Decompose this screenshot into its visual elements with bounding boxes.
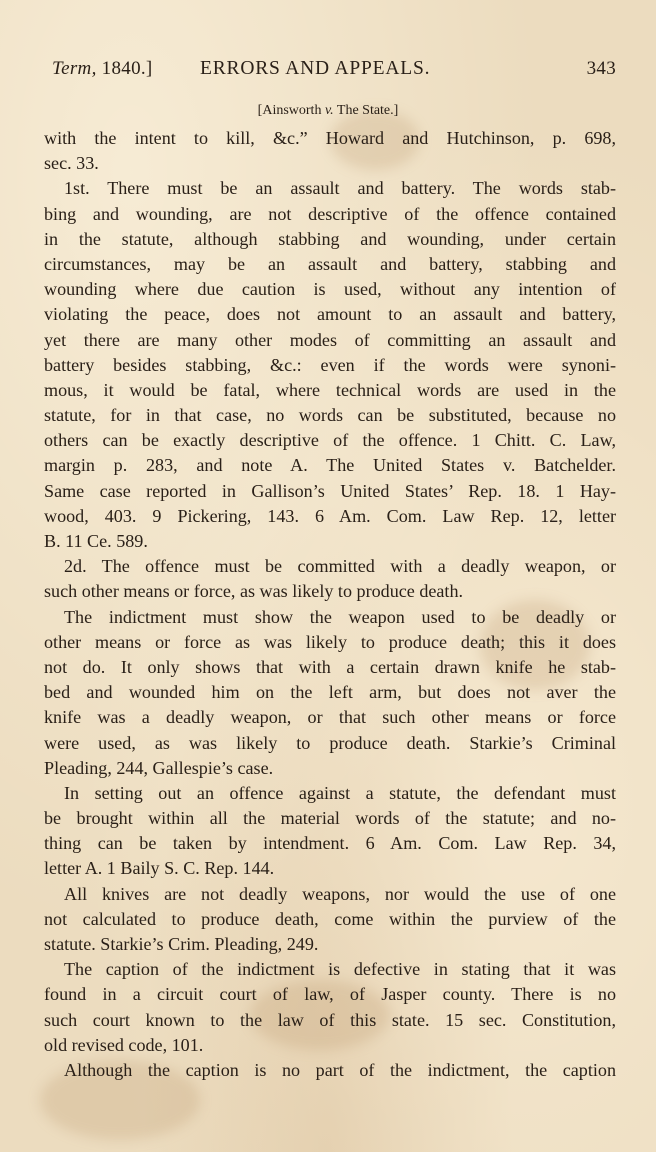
text-line: battery besides stabbing, &c.: even if the words were synoni- (44, 354, 616, 375)
text-line: not do. It only shows that with a certain drawn knife he stab- (44, 656, 616, 677)
text-line: with the intent to kill, &c.” Howard and Hutchinson, p. 698, (44, 128, 616, 148)
text-line: found in a circuit court of law, of Jasper county. There is no (44, 984, 616, 1005)
body-text (44, 126, 616, 1083)
text-line: wood, 403. 9 Pickering, 143. 6 Am. Com. Law Rep. 12, letter (44, 505, 616, 526)
text-line: sec. 33. (44, 153, 99, 174)
text-line: old revised code, 101. (44, 1034, 204, 1055)
term-year: 1840.] (96, 58, 153, 79)
text-line: thing can be taken by intendment. 6 Am. Com. Law Rep. 34, (44, 833, 616, 854)
text-line: bing and wounding, are not descriptive of the offence contained (44, 203, 616, 224)
running-title: ERRORS AND APPEALS. (200, 58, 431, 79)
text-line: such court known to the law of this state. 15 sec. Constitution, (44, 1009, 616, 1030)
text-line: in the statute, although stabbing and wounding, under certain (44, 228, 616, 249)
text-line: Pleading, 244, Gallespie’s case. (44, 757, 274, 778)
caption-versus: v. (324, 103, 334, 118)
text-line: Although the caption is no part of the indictment, the caption (64, 1059, 616, 1080)
text-line: The indictment must show the weapon used to be deadly or (64, 606, 616, 627)
text-line: violating the peace, does not amount to an assault and battery, (44, 304, 616, 325)
caption-close: The State.] (333, 103, 399, 118)
text-line: In setting out an offence against a statute, the defendant must (64, 782, 616, 803)
text-line: were used, as was likely to produce death. Starkie’s Criminal (44, 732, 616, 753)
text-line: circumstances, may be an assault and battery, stabbing and (44, 253, 616, 274)
text-line: B. 11 Ce. 589. (44, 531, 148, 551)
text-line: statute, for in that case, no words can be substituted, because no (44, 405, 616, 426)
text-line: wounding where due caution is used, without any intention of (44, 279, 616, 300)
text-line: other means or force as was likely to produce death; this it does (44, 631, 616, 652)
text-line: 1st. There must be an assault and battery. The words stab- (64, 178, 616, 199)
term-word: Term, (52, 58, 97, 79)
term-label (52, 58, 153, 80)
text-line: not calculated to produce death, come within the purview of the (44, 908, 616, 929)
text-line: 2d. The offence must be committed with a deadly weapon, or (64, 556, 616, 577)
text-line: letter A. 1 Baily S. C. Rep. 144. (44, 858, 275, 879)
text-line: bed and wounded him on the left arm, but does not aver the (44, 682, 616, 703)
text-line: All knives are not deadly weapons, nor would the use of one (64, 883, 616, 904)
case-caption (0, 103, 656, 119)
text-line: margin p. 283, and note A. The United States v. Batchelder. (44, 455, 616, 476)
running-header (52, 58, 616, 88)
page-number: 343 (586, 58, 616, 79)
text-line: Same case reported in Gallison’s United States’ Rep. 18. 1 Hay- (44, 480, 616, 501)
text-line: statute. Starkie’s Crim. Pleading, 249. (44, 934, 319, 954)
caption-open: [Ainsworth (257, 103, 325, 118)
text-line: yet there are many other modes of committing an assault and (44, 329, 616, 350)
text-line: mous, it would be fatal, where technical words are used in the (44, 379, 616, 400)
text-line: knife was a deadly weapon, or that such other means or force (44, 707, 616, 728)
text-line: be brought within all the material words of the statute; and no- (44, 808, 616, 829)
text-line: The caption of the indictment is defective in stating that it was (64, 959, 616, 980)
text-line: such other means or force, as was likely to produce death. (44, 581, 464, 602)
text-line: others can be exactly descriptive of the offence. 1 Chitt. C. Law, (44, 430, 616, 451)
